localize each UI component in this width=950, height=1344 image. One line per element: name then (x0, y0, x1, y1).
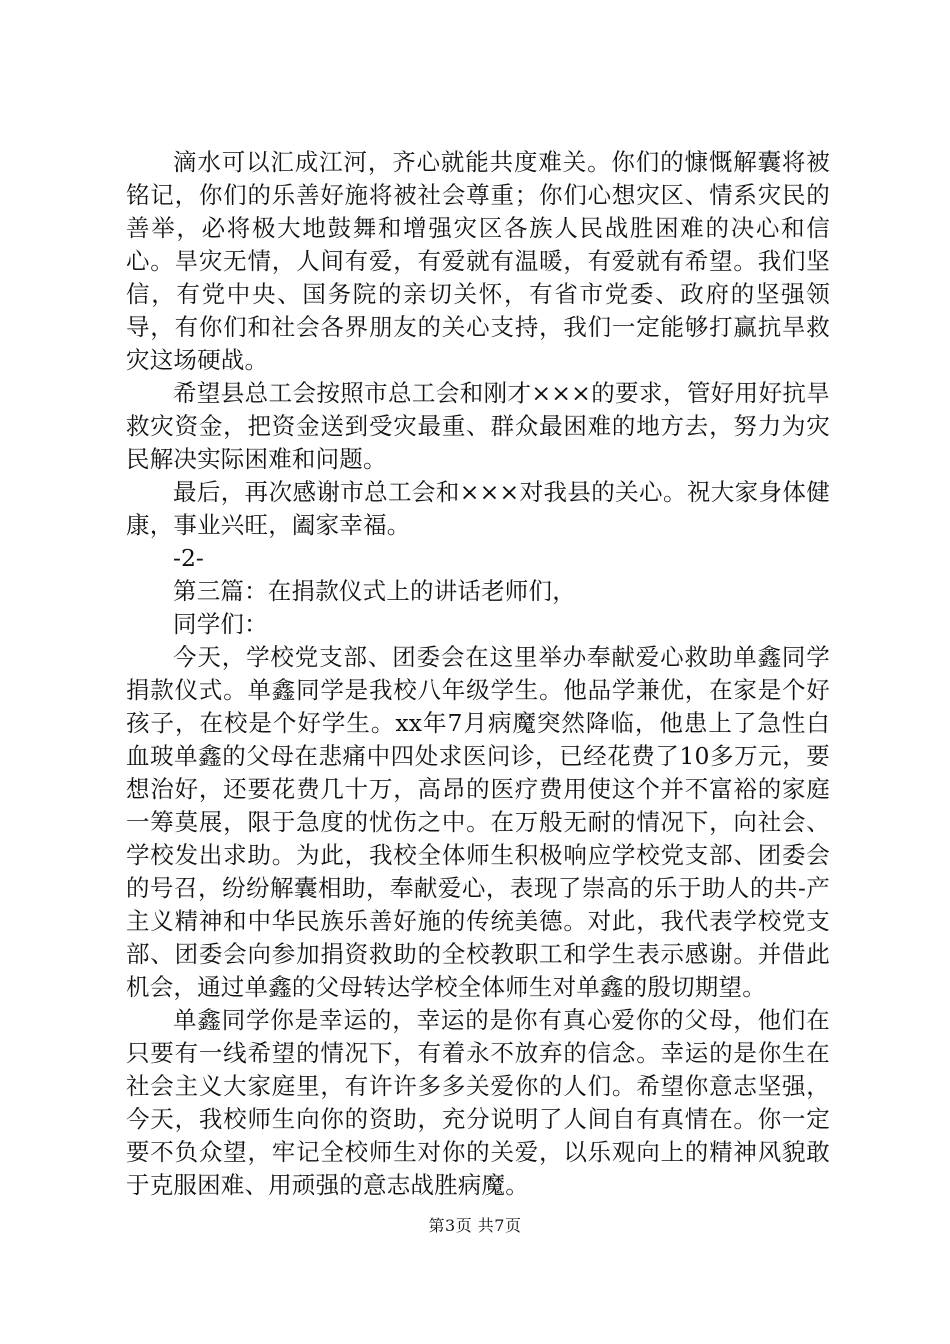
paragraph: 今天，学校党支部、团委会在这里举办奉献爱心救助单鑫同学捐款仪式。单鑫同学是我校八年级学生。他品学兼优，在家是个好孩子，在校是个好学生。xx年7月病魔突然降临，他患上了急性白血玻单鑫的父母在悲痛中四处求医问诊，已经花费了10多万元，要想治好，还要花费几十万，高昂的医疗费用使这个并不富裕的家庭一筹莫展，限于急度的忧伤之中。在万般无耐的情况下，向社会、学校发出求助。为此，我校全体师生积极响应学校党支部、团委会的号召，纷纷解囊相助，奉献爱心，表现了崇高的乐于助人的共-产主义精神和中华民族乐善好施的传统美德。对此，我代表学校党支部、团委会向参加捐资救助的全校教职工和学生表示感谢。并借此机会，通过单鑫的父母转达学校全体师生对单鑫的殷切期望。 (126, 643, 830, 1001)
inline-page-marker: -2- (173, 544, 204, 572)
paragraph: 滴水可以汇成江河，齐心就能共度难关。你们的慷慨解囊将被铭记，你们的乐善好施将被社会尊重；你们心想灾区、情系灾民的善举，必将极大地鼓舞和增强灾区各族人民战胜困难的决心和信心。旱灾无情，人间有爱，有爱就有温暖，有爱就有希望。我们坚信，有党中央、国务院的亲切关怀，有省市党委、政府的坚强领导，有你们和社会各界朋友的关心支持，我们一定能够打赢抗旱救灾这场硬战。 (126, 148, 830, 374)
paragraph: 希望县总工会按照市总工会和刚才×××的要求，管好用好抗旱救灾资金，把资金送到受灾最重、群众最困难的地方去，努力为灾民解决实际困难和问题。 (126, 379, 830, 473)
paragraph: 单鑫同学你是幸运的，幸运的是你有真心爱你的父母，他们在只要有一线希望的情况下，有着永不放弃的信念。幸运的是你生在社会主义大家庭里，有许许多多关爱你的人们。希望你意志坚强，今天，我校师生向你的资助，充分说明了人间自有真情在。你一定要不负众望，牢记全校师生对你的关爱，以乐观向上的精神风貌敢于克服困难、用顽强的意志战胜病魔。 (126, 1006, 830, 1199)
section-heading: 第三篇：在捐款仪式上的讲话老师们， (173, 577, 576, 605)
page-footer: 第3页 共7页 (428, 1216, 522, 1235)
document-body (126, 146, 830, 1202)
paragraph: 最后，再次感谢市总工会和×××对我县的关心。祝大家身体健康，事业兴旺，阖家幸福。 (126, 478, 830, 539)
greeting: 同学们： (173, 610, 268, 638)
